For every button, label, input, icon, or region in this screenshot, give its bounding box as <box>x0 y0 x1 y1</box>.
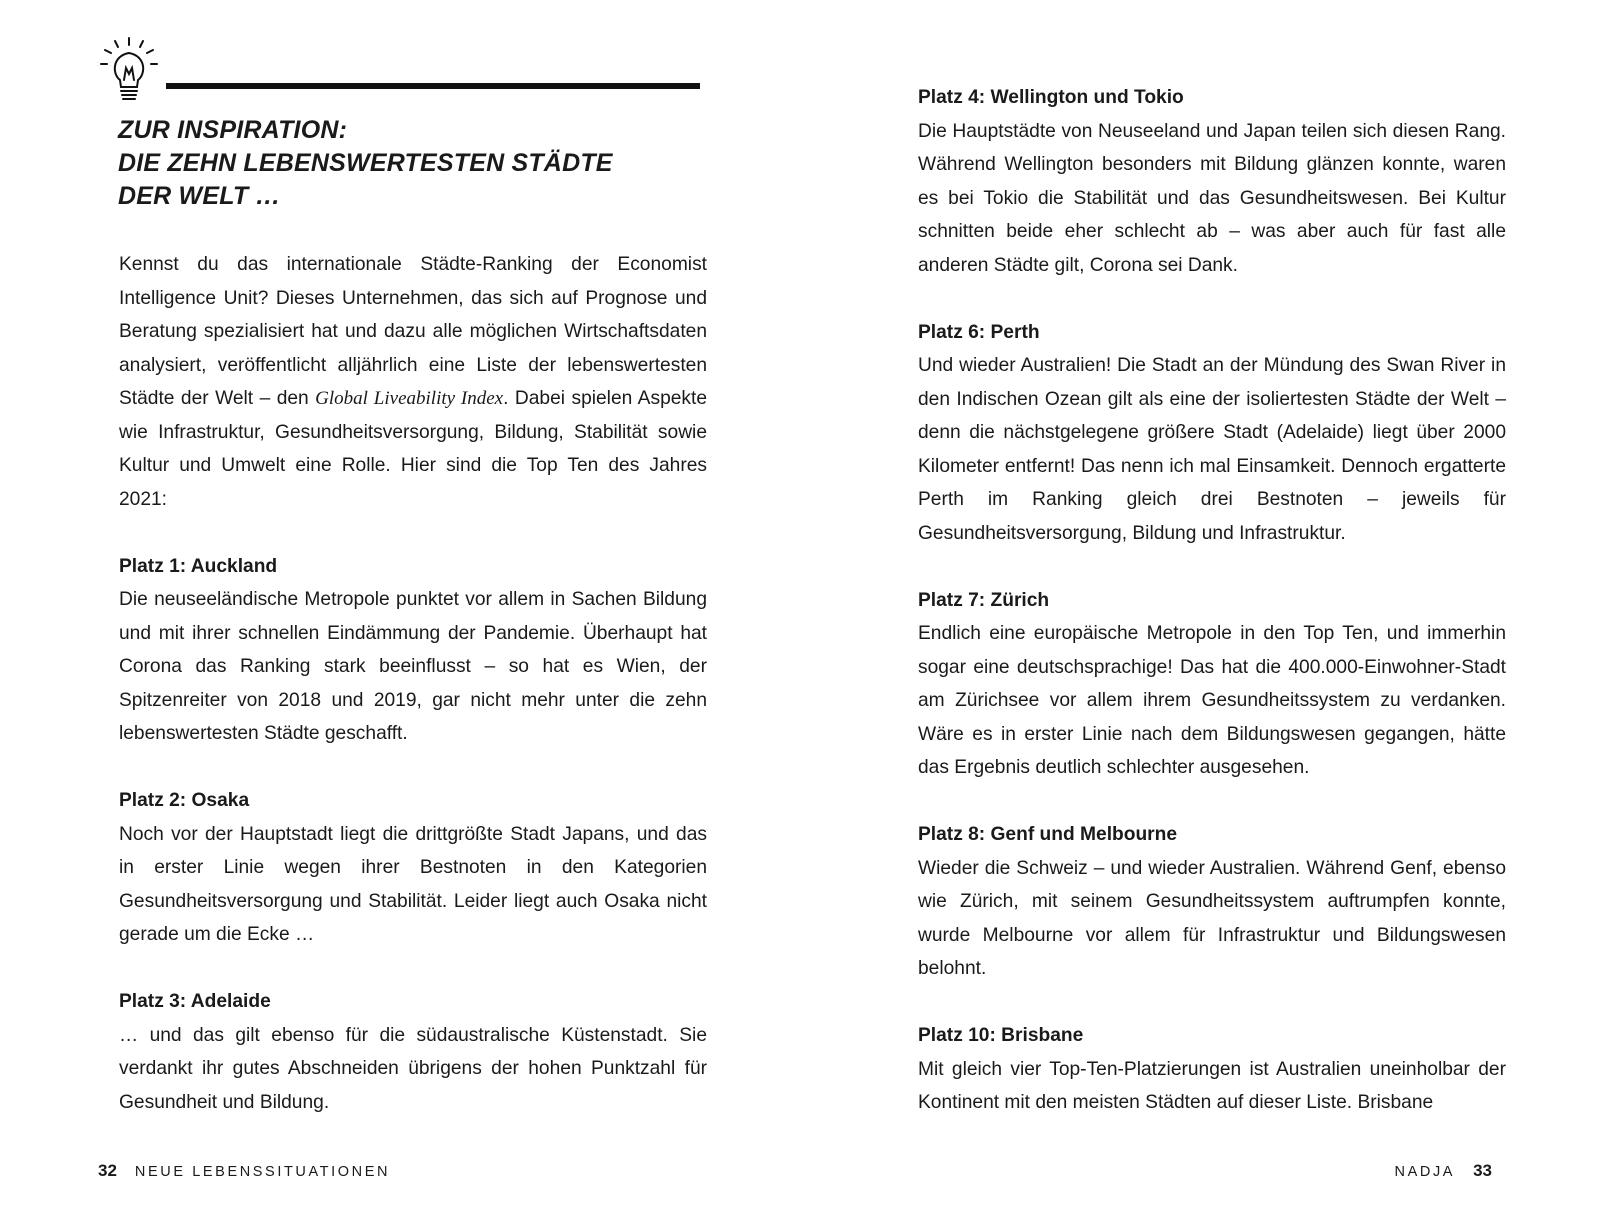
section-text: Endlich eine europäische Metropole in den Top Ten, und immerhin sogar eine deutschsprachige! Das hat die 400.000-Einwohner-Stadt am Zürichsee vor allem ihrem Gesundheitssystem zu verdanken. Wäre es in erster Linie nach dem Bildungswesen gegangen, hätte das Ergebnis deutlich schlechter ausgesehen. <box>918 623 1506 778</box>
page-number: 32 <box>98 1161 117 1180</box>
left-footer <box>98 1161 390 1182</box>
section-text: Wieder die Schweiz – und wieder Australien. Während Genf, ebenso wie Zürich, mit seinem Gesundheitssystem auftrumpfen konnte, wurde Melbourne vor allem für Infrastruktur und Bildungswesen belohnt. <box>918 857 1506 979</box>
section-text: Noch vor der Hauptstadt liegt die drittgrößte Stadt Japans, und das in erster Linie wegen ihrer Bestnoten in den Kategorien Gesundheitsversorgung und Stabilität. Leider liegt auch Osaka nicht gerade um die Ecke … <box>119 823 707 945</box>
right-footer <box>1395 1161 1492 1182</box>
section-heading: Platz 3: Adelaide <box>119 991 271 1012</box>
section-text: Und wieder Australien! Die Stadt an der Mündung des Swan River in den Indischen Ozean gilt als eine der isoliertesten Städte der Welt – denn die nächstgelegene größere Stadt (Adelaide) liegt über 2000 Kilometer entfernt! Das nenn ich mal Einsamkeit. Dennoch ergatterte Perth im Ranking gleich drei Bestnoten – jeweils für Gesundheitsversorgung, Bildung und Infrastruktur. <box>918 355 1506 544</box>
decorative-rule <box>166 83 700 89</box>
section-heading: Platz 1: Auckland <box>119 555 278 577</box>
section-heading: Platz 4: Wellington und Tokio <box>918 87 1184 108</box>
headline-line: DIE ZEHN LEBENSWERTESTEN STÄDTE <box>118 149 613 177</box>
chapter-headline <box>118 114 718 213</box>
index-name: Global Liveability Index <box>315 388 504 409</box>
section-text: Mit gleich vier Top-Ten-Platzierungen ist Australien uneinholbar der Kontinent mit den meisten Städten auf dieser Liste. Brisbane <box>918 1058 1506 1113</box>
page-number: 33 <box>1473 1161 1492 1180</box>
headline-line: DER WELT … <box>118 182 281 210</box>
running-head: NEUE LEBENSSITUATIONEN <box>134 1164 391 1180</box>
lightbulb-icon <box>100 36 158 104</box>
section-text: Die neuseeländische Metropole punktet vor allem in Sachen Bildung und mit ihrer schnellen Eindämmung der Pandemie. Überhaupt hat Corona das Ranking stark beeinflusst – so hat es Wien, der Spitzenreiter von 2018 und 2019, gar nicht mehr unter die zehn lebenswertesten Städte geschafft. <box>119 589 707 744</box>
right-body-column <box>918 81 1506 1120</box>
headline-line: ZUR INSPIRATION: <box>118 116 348 144</box>
section-text: … und das gilt ebenso für die südaustralische Küstenstadt. Sie verdankt ihr gutes Abschneiden übrigens der hohen Punktzahl für Gesundheit und Bildung. <box>119 1024 707 1113</box>
intro-text-after: . Dabei spielen Aspekte wie Infrastruktur, Gesundheitsversorgung, Bildung, Stabilität sowie Kultur und Umwelt eine Rolle. Hier sind die Top Ten des Jahres 2021: <box>119 388 708 510</box>
section-heading: Platz 7: Zürich <box>918 589 1050 611</box>
section-heading: Platz 8: Genf und Melbourne <box>918 824 1178 845</box>
section-heading: Platz 10: Brisbane <box>918 1025 1084 1046</box>
section-text: Die Hauptstädte von Neuseeland und Japan teilen sich diesen Rang. Während Wellington besonders mit Bildung glänzen konnte, waren es bei Tokio die Stabilität und das Gesundheitswesen. Bei Kultur schnitten beide eher schlecht ab – was aber auch für fast alle anderen Städte gilt, Corona sei Dank. <box>918 120 1506 276</box>
left-body-column <box>119 248 707 1119</box>
intro-text-before: Kennst du das internationale Städte-Ranking der Economist Intelligence Unit? Dieses Unternehmen, das sich auf Prognose und Beratung spezialisiert hat und dazu alle möglichen Wirtschaftsdaten analysiert, veröffentlicht alljährlich eine Liste der lebenswertesten Städte der Welt – den <box>119 254 707 409</box>
running-head: NADJA <box>1394 1164 1456 1180</box>
intro-paragraph <box>119 248 707 516</box>
section-heading: Platz 6: Perth <box>918 321 1040 343</box>
section-heading: Platz 2: Osaka <box>119 790 250 811</box>
